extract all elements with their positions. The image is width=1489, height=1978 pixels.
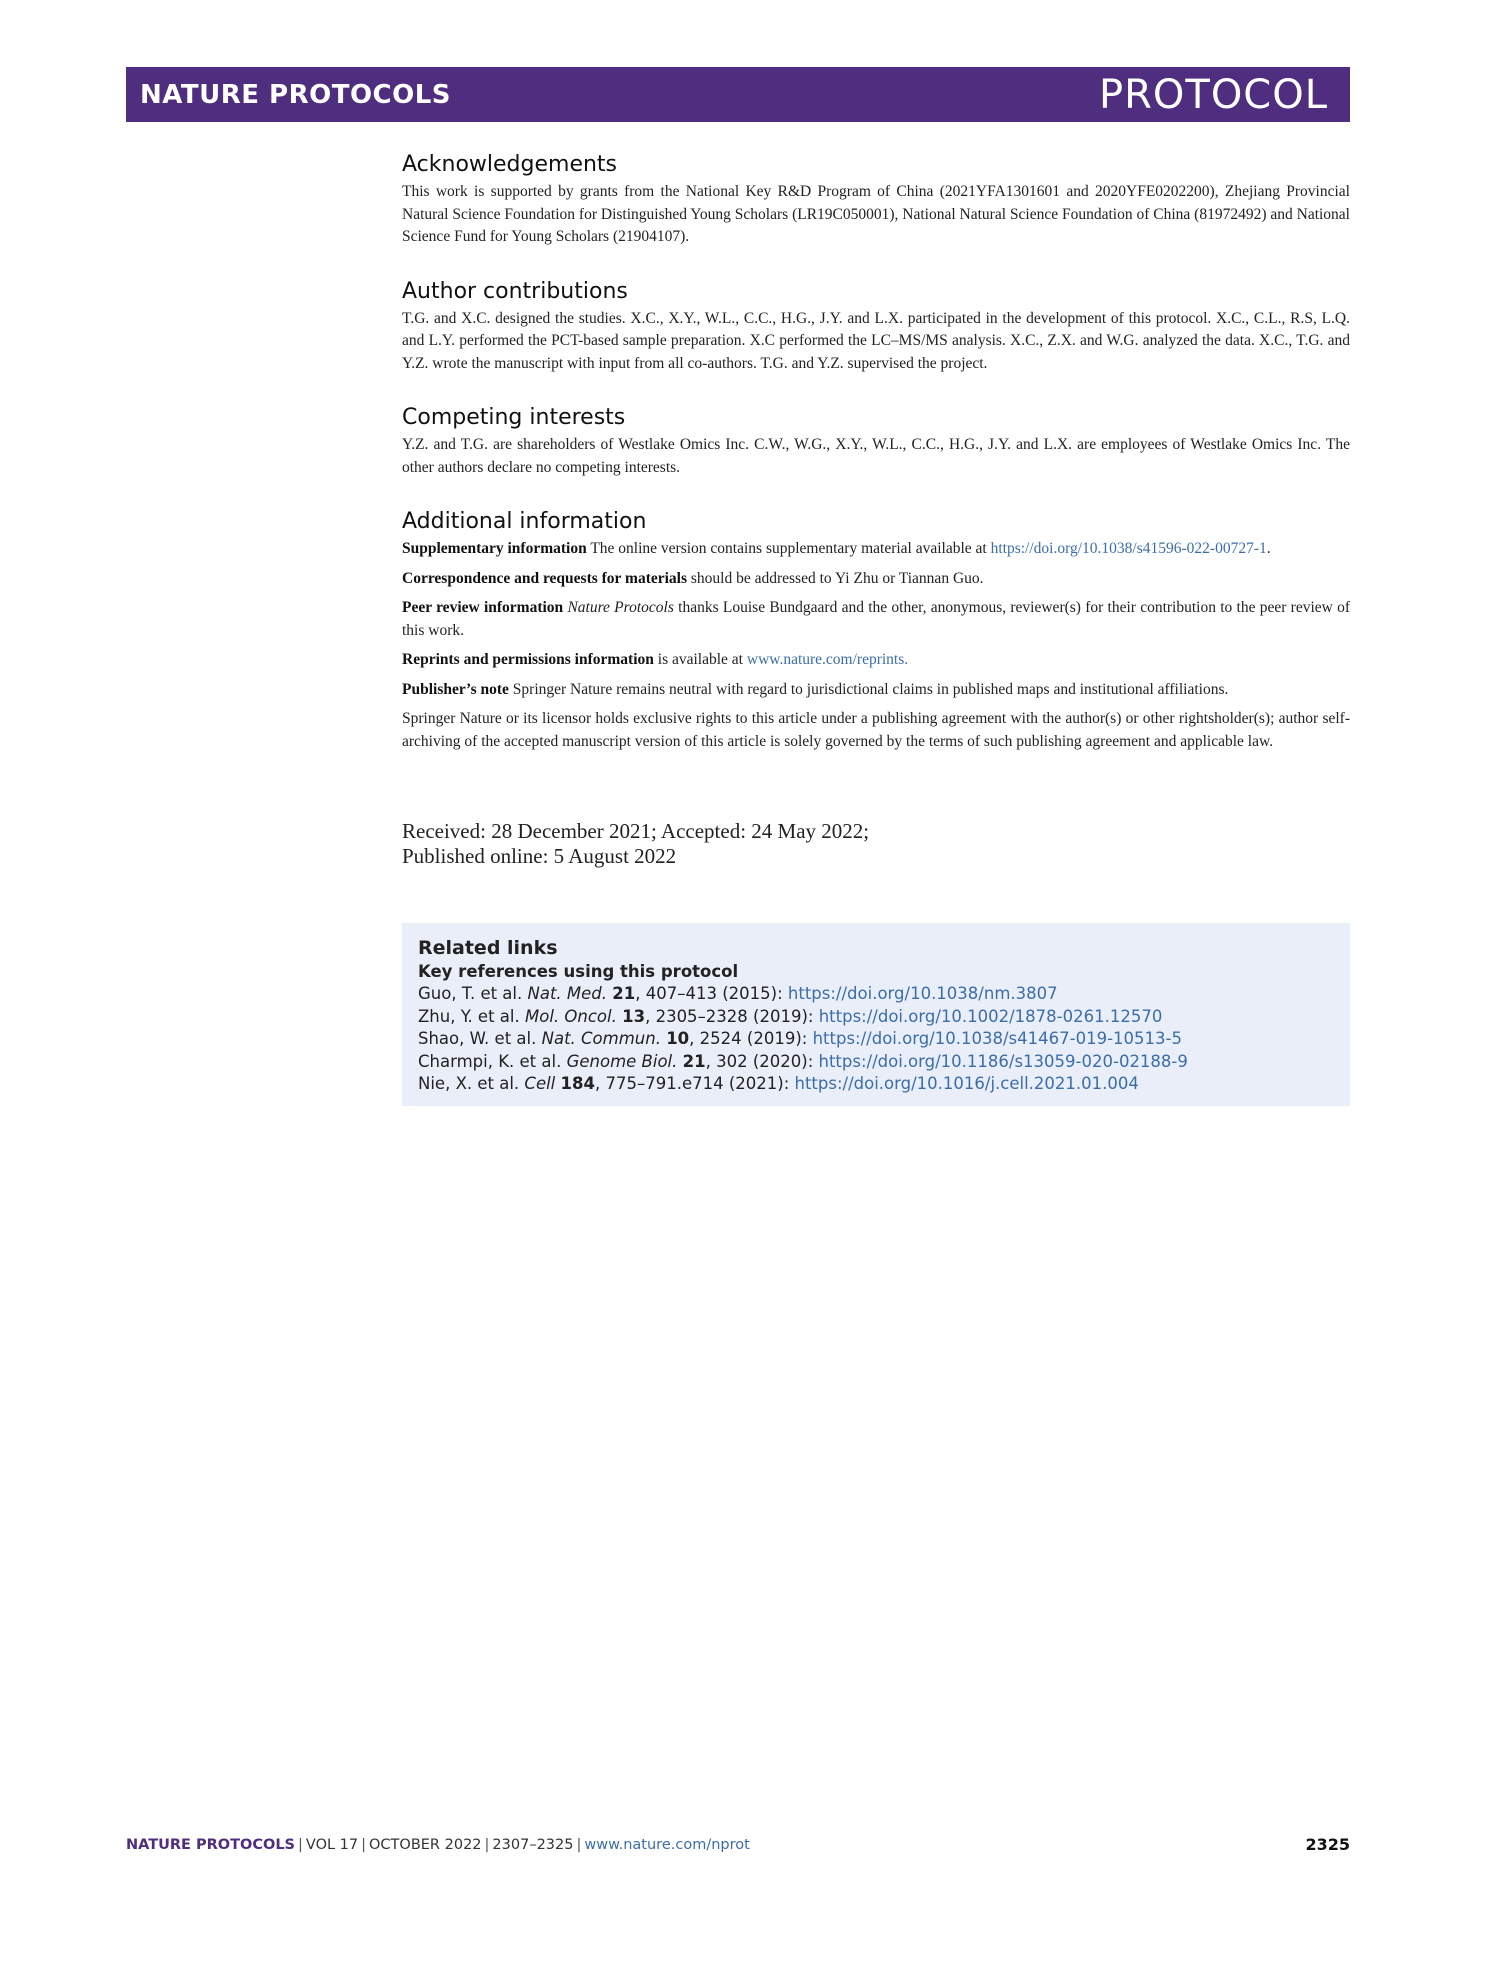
reference-volume: 10 — [666, 1029, 690, 1048]
publisher-note-label: Publisher’s note — [402, 680, 509, 698]
reference-link[interactable]: https://doi.org/10.1002/1878-0261.12570 — [818, 1006, 1163, 1026]
reference-item — [418, 1051, 1334, 1074]
journal-name: NATURE PROTOCOLS — [140, 79, 452, 110]
reference-item — [418, 1006, 1334, 1029]
page-footer — [126, 1835, 1350, 1854]
peer-review-label: Peer review information — [402, 599, 564, 616]
supplementary-text: The online version contains supplementary material available at — [590, 540, 987, 557]
correspondence-text: should be addressed to Yi Zhu or Tiannan Guo. — [690, 569, 984, 587]
reference-link[interactable]: https://doi.org/10.1038/nm.3807 — [787, 984, 1058, 1003]
reference-authors: Charmpi, K. et al. — [418, 1051, 562, 1071]
footer-journal: NATURE PROTOCOLS — [126, 1836, 296, 1853]
footer-volume: VOL 17 — [305, 1836, 359, 1853]
related-links-title: Related links — [418, 937, 558, 959]
additional-information-section — [402, 507, 1350, 753]
footer-journal-link[interactable]: www.nature.com/nprot — [584, 1836, 750, 1853]
acknowledgements-text: This work is supported by grants from the National Key R&D Program of China (2021YFA1301601 and 2020YFE0202200), Zhejiang Provincial Natural Science Foundation for Distinguished Young Scholars (LR19C050001), National Natural Science Foundation of China (81972492) and National Science Fund for Young Scholars (21904107). — [402, 183, 1350, 245]
reference-volume: 184 — [560, 1074, 595, 1093]
journal-header-bar — [126, 67, 1350, 122]
reference-pages: , 2524 (2019): — [689, 1029, 813, 1048]
reference-journal: Nat. Commun. — [541, 1029, 661, 1048]
competing-interests-heading: Competing interests — [402, 405, 626, 430]
acknowledgements-heading: Acknowledgements — [402, 152, 618, 177]
reference-item — [418, 983, 1334, 1006]
reference-item — [418, 1073, 1334, 1096]
footer-date: OCTOBER 2022 — [369, 1836, 482, 1853]
competing-interests-section — [402, 403, 1350, 479]
reference-journal: Nat. Med. — [527, 984, 608, 1003]
peer-review-text: thanks Louise Bundgaard and the other, anonymous, reviewer(s) for their contribution to the peer review of this work. — [402, 599, 1351, 639]
reference-volume: 21 — [612, 984, 636, 1003]
published-online-date: Published online: 5 August 2022 — [402, 844, 677, 868]
received-accepted-dates: Received: 28 December 2021; Accepted: 24 May 2022; — [402, 819, 870, 843]
reference-journal: Mol. Oncol. — [525, 1006, 617, 1026]
publication-dates — [402, 819, 1350, 869]
reference-link[interactable]: https://doi.org/10.1186/s13059-020-02188-9 — [818, 1051, 1188, 1071]
rights-statement: Springer Nature or its licensor holds exclusive rights to this article under a publishing agreement with the author(s) or other rightsholder(s); author self-archiving of the accepted manuscript version of this article is solely governed by the terms of such publishing agreement and applicable law. — [402, 710, 1350, 750]
author-contributions-section — [402, 277, 1350, 376]
footer-pages: 2307–2325 — [492, 1836, 574, 1853]
reference-volume: 21 — [682, 1051, 706, 1071]
reference-pages: , 302 (2020): — [705, 1051, 819, 1071]
reprints-label: Reprints and permissions information — [402, 651, 654, 668]
peer-review-information — [402, 597, 1350, 642]
reference-authors: Shao, W. et al. — [418, 1029, 537, 1048]
reprints-link[interactable]: www.nature.com/reprints. — [746, 651, 909, 668]
peer-review-journal: Nature Protocols — [567, 599, 674, 616]
reprints-information — [402, 649, 1350, 672]
author-contributions-text: T.G. and X.C. designed the studies. X.C., X.Y., W.L., C.C., H.G., J.Y. and L.X. participated in the development of this protocol. X.C., C.L., R.S, L.Q. and L.Y. performed the PCT-based sample preparation. X.C performed the LC–MS/MS analysis. X.C., Z.X. and W.G. analyzed the data. X.C., T.G. and Y.Z. wrote the manuscript with input from all co-authors. T.G. and Y.Z. supervised the project. — [402, 309, 1350, 372]
reference-authors: Guo, T. et al. — [418, 984, 523, 1003]
footer-citation — [126, 1837, 750, 1853]
footer-separator: | — [484, 1836, 490, 1853]
publisher-note-text: Springer Nature remains neutral with regard to jurisdictional claims in published maps and institutional affiliations. — [512, 680, 1229, 698]
page-number: 2325 — [1305, 1835, 1350, 1854]
reference-item — [418, 1028, 1334, 1051]
reference-authors: Nie, X. et al. — [418, 1074, 520, 1093]
reprints-text: is available at — [657, 651, 743, 668]
reference-journal: Cell — [524, 1074, 556, 1093]
reference-pages: , 407–413 (2015): — [635, 984, 788, 1003]
publisher-note — [402, 679, 1350, 702]
supplementary-end: . — [1266, 540, 1271, 557]
supplementary-information — [402, 538, 1350, 561]
reference-authors: Zhu, Y. et al. — [418, 1006, 520, 1026]
author-contributions-heading: Author contributions — [402, 278, 628, 304]
reference-pages: , 775–791.e714 (2021): — [594, 1074, 795, 1093]
footer-separator: | — [576, 1836, 582, 1853]
article-back-matter — [402, 150, 1350, 1106]
reference-link[interactable]: https://doi.org/10.1038/s41467-019-10513-5 — [812, 1029, 1182, 1048]
correspondence-label: Correspondence and requests for materials — [402, 569, 688, 587]
related-links-box — [402, 923, 1350, 1106]
reference-link[interactable]: https://doi.org/10.1016/j.cell.2021.01.004 — [794, 1074, 1139, 1093]
reference-journal: Genome Biol. — [566, 1051, 678, 1071]
competing-interests-text: Y.Z. and T.G. are shareholders of Westlake Omics Inc. C.W., W.G., X.Y., W.L., C.C., H.G., J.Y. and L.X. are employees of Westlake Omics Inc. The other authors declare no competing interests. — [402, 436, 1350, 476]
correspondence-information — [402, 568, 1350, 591]
supplementary-label: Supplementary information — [402, 540, 587, 557]
acknowledgements-section — [402, 150, 1350, 249]
additional-information-heading: Additional information — [402, 509, 647, 534]
article-type: PROTOCOL — [1098, 71, 1328, 118]
footer-separator: | — [361, 1836, 367, 1853]
reference-volume: 13 — [622, 1006, 646, 1026]
reference-list — [418, 983, 1334, 1096]
related-links-subtitle: Key references using this protocol — [418, 962, 739, 981]
supplementary-link[interactable]: https://doi.org/10.1038/s41596-022-00727-1 — [990, 540, 1267, 557]
reference-pages: , 2305–2328 (2019): — [645, 1006, 819, 1026]
footer-separator: | — [298, 1836, 303, 1853]
